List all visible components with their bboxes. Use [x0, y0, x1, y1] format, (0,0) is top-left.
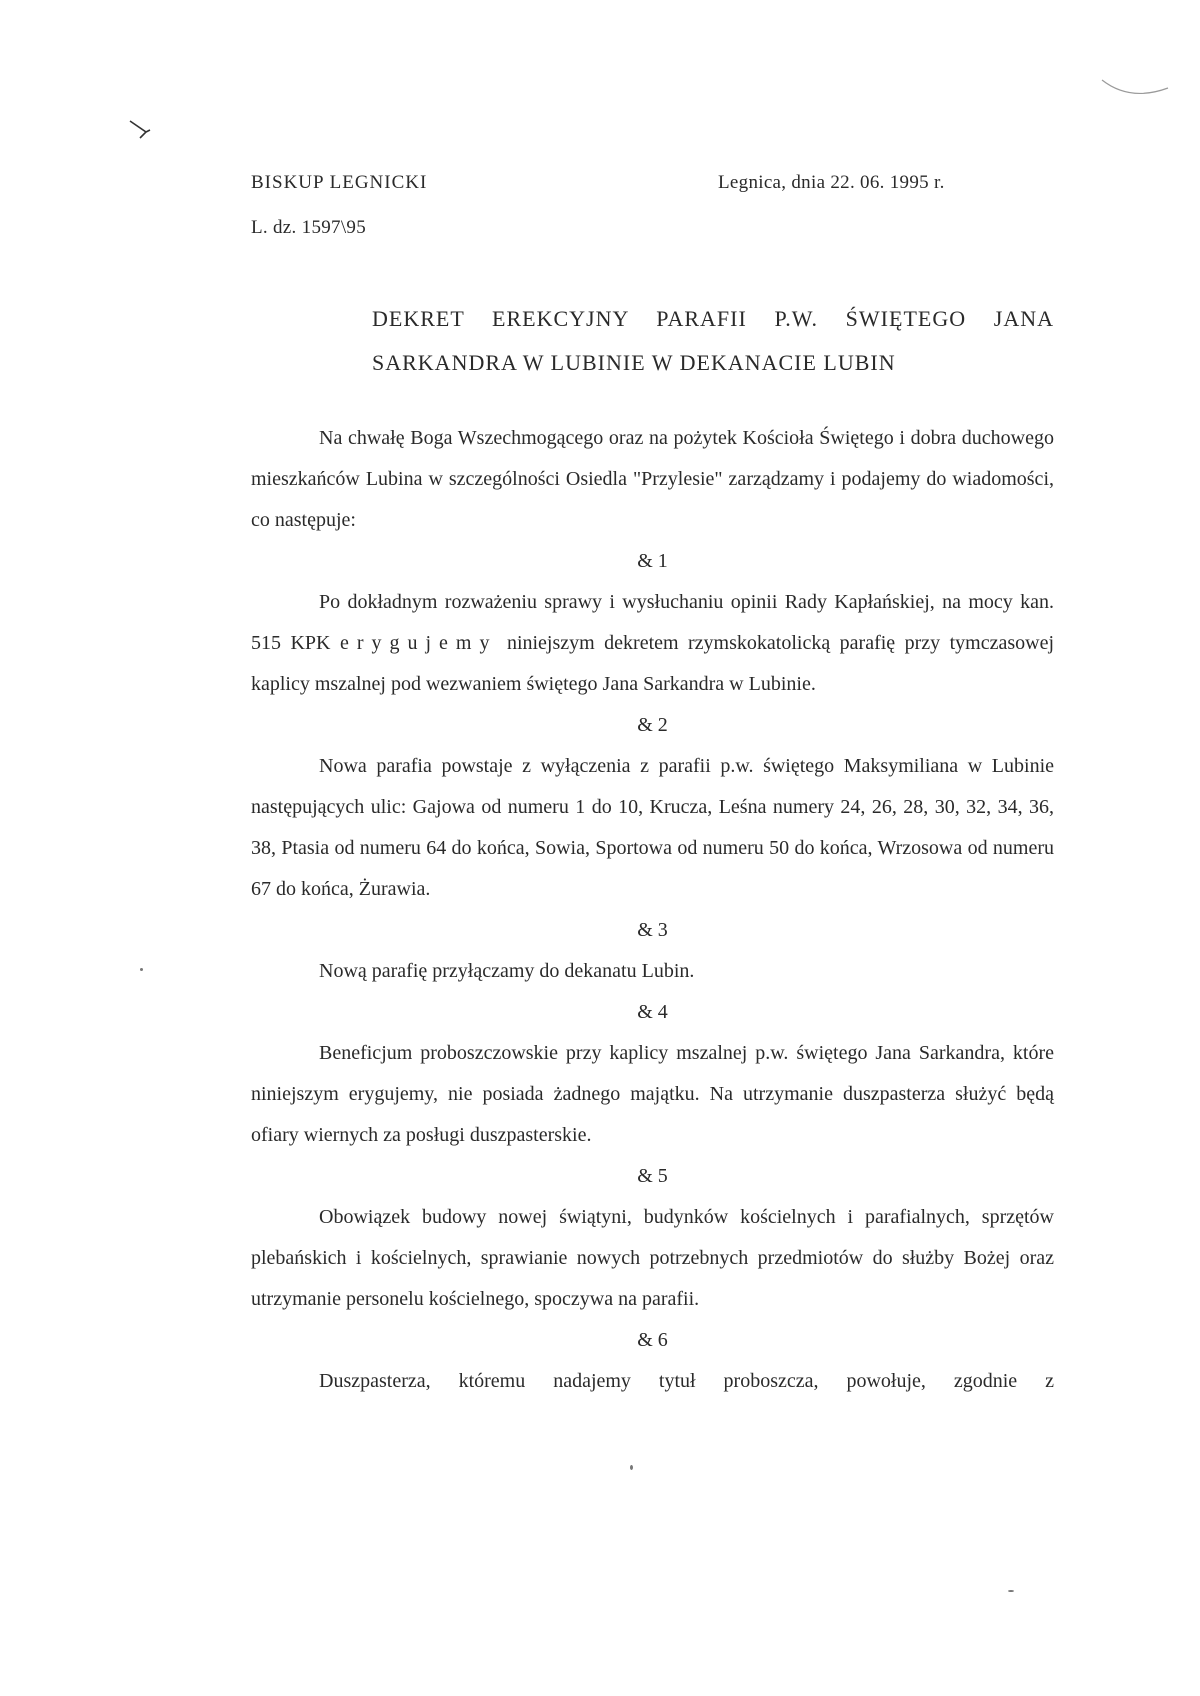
- section-paragraph: Beneficjum proboszczowskie przy kaplicy mszalnej p.w. świętego Jana Sarkandra, które niniejszym erygujemy, nie posiada żadnego majątku. Na utrzymanie duszpasterza służyć będą ofiary wiernych za posługi duszpasterskie.: [251, 1042, 1054, 1146]
- scan-speck: [140, 968, 143, 971]
- section-paragraph: Obowiązek budowy nowej świątyni, budynków kościelnych i parafialnych, sprzętów plebańskich i kościelnych, sprawianie nowych potrzebnych przedmiotów do służby Bożej oraz utrzymanie personelu kościelnego, spoczywa na parafii.: [251, 1206, 1054, 1310]
- scan-speck: [1008, 1590, 1014, 1592]
- section-paragraph: Nową parafię przyłączamy do dekanatu Lubin.: [319, 960, 695, 982]
- decree-title: DEKRET EREKCYJNY PARAFII P.W. ŚWIĘTEGO JANA SARKANDRA W LUBINIE W DEKANACIE LUBIN: [372, 306, 1054, 375]
- scan-speck: [630, 1465, 633, 1470]
- section-paragraph: [251, 582, 1054, 705]
- section-number: & 6: [637, 1329, 668, 1351]
- section-number: & 5: [637, 1165, 668, 1187]
- section-text: Po dokładnym rozważeniu sprawy i wysłuchaniu opinii Rady Kapłańskiej, na mocy kan. 515 KPK: [251, 591, 1054, 654]
- place-and-date: Legnica, dnia 22. 06. 1995 r.: [718, 172, 945, 193]
- intro-paragraph: Na chwałę Boga Wszechmogącego oraz na pożytek Kościoła Świętego i dobra duchowego mieszkańców Lubina w szczególności Osiedla "Przylesie" zarządzamy i podajemy do wiadomości, co następuje:: [251, 427, 1054, 531]
- section-paragraph: Nowa parafia powstaje z wyłączenia z parafii p.w. świętego Maksymiliana w Lubinie następujących ulic: Gajowa od numeru 1 do 10, Krucza, Leśna numery 24, 26, 28, 30, 32, 34, 36, 38, Ptasia od numeru 64 do końca, Sowia, Sportowa od numeru 50 do końca, Wrzosowa od numeru 67 do końca, Żurawia.: [251, 755, 1054, 900]
- section-number: & 1: [637, 550, 668, 572]
- section-number: & 3: [637, 919, 668, 941]
- section-paragraph: Duszpasterza, któremu nadajemy tytuł proboszcza, powołuje, zgodnie z: [319, 1370, 1054, 1392]
- decree-body: [251, 418, 1054, 1402]
- section-text: niniejszym dekretem rzymskokatolicką parafię przy tymczasowej kaplicy mszalnej pod wezwaniem świętego Jana Sarkandra w Lubinie.: [251, 632, 1055, 695]
- emphasized-word: erygujemy: [339, 632, 498, 654]
- issuer: BISKUP LEGNICKI: [251, 172, 428, 193]
- corner-scan-mark: [1100, 74, 1170, 104]
- reference-number: L. dz. 1597\95: [251, 217, 367, 238]
- section-number: & 4: [637, 1001, 668, 1023]
- section-number: & 2: [637, 714, 668, 736]
- pen-stroke-mark: [128, 118, 158, 142]
